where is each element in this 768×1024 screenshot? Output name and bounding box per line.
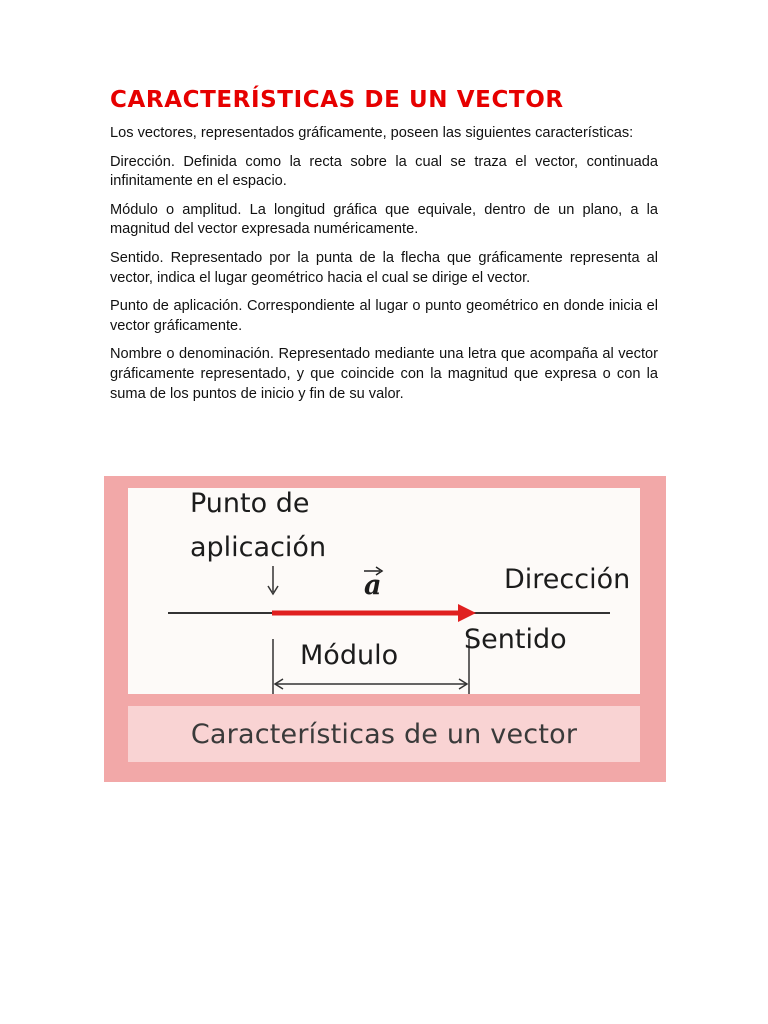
label-punto-de: Punto de [190,488,310,519]
label-aplicacion: aplicación [190,532,327,563]
vector-arrowhead [458,604,476,622]
paragraph-sentido: Sentido. Representado por la punta de la flecha que gráficamente representa al vector, indica el lugar geométrico hacia el cual se dirige el vector. [110,249,658,286]
label-vector-a: a [364,570,382,601]
figure-caption: Características de un vector [190,718,578,750]
label-sentido: Sentido [464,624,567,655]
paragraph-punto-aplicacion: Punto de aplicación. Correspondiente al lugar o punto geométrico en donde inicia el vector gráficamente. [110,298,658,334]
document-title: CARACTERÍSTICAS DE UN VECTOR [110,87,564,113]
paragraph-modulo: Módulo o amplitud. La longitud gráfica que equivale, dentro de un plano, a la magnitud del vector expresada numéricamente. [110,201,658,238]
paragraph-intro: Los vectores, representados gráficamente, poseen las siguientes características: [110,125,634,141]
document-body [110,84,658,413]
label-modulo: Módulo [300,640,399,671]
label-direccion: Dirección [504,564,631,595]
paragraph-nombre: Nombre o denominación. Representado mediante una letra que acompaña al vector gráficamente representado, y que coincide con la magnitud que expresa o con la suma de los puntos de inicio y fin de su valor. [110,346,658,402]
figure-caption-band [128,706,640,762]
vector-figure [104,476,666,782]
paragraph-direccion: Dirección. Definida como la recta sobre la cual se traza el vector, continuada infinitamente en el espacio. [110,153,658,190]
